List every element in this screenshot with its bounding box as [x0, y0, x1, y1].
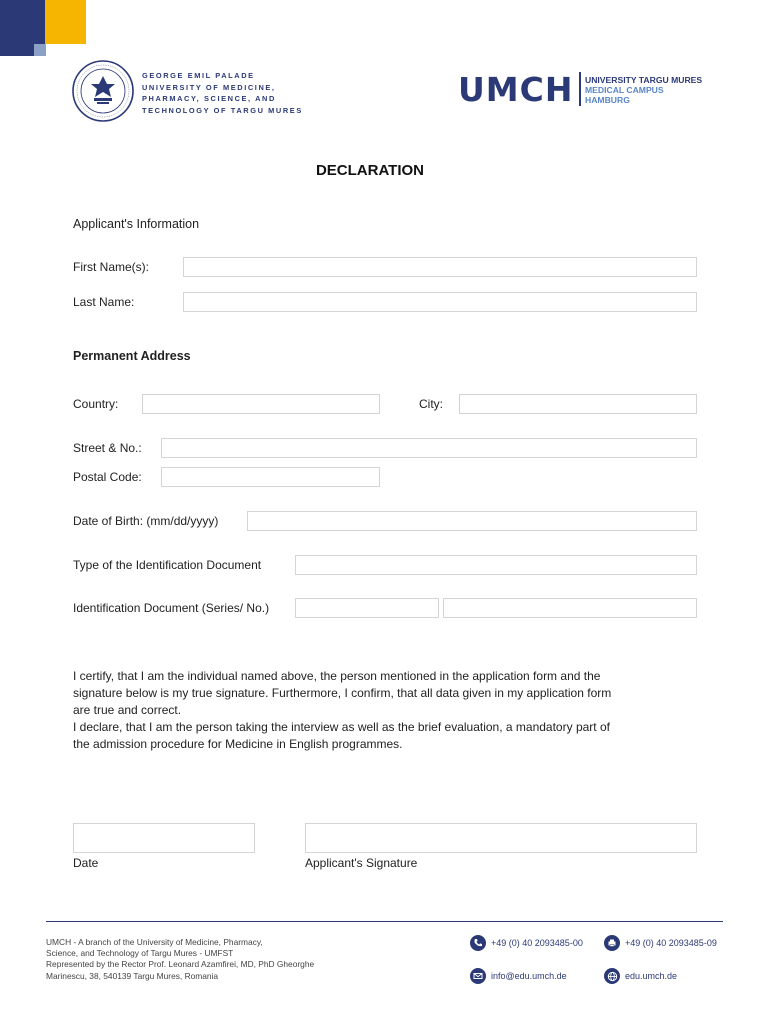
phone-icon	[470, 935, 486, 951]
umch-sub-line: HAMBURG	[585, 95, 630, 105]
signature-field[interactable]	[305, 823, 697, 853]
id-document-label: Identification Document (Series/ No.)	[73, 601, 270, 615]
declaration-text	[73, 668, 673, 753]
permanent-address-heading: Permanent Address	[73, 349, 191, 363]
footer-address	[46, 937, 346, 982]
university-name-line: TECHNOLOGY OF TARGU MURES	[142, 105, 303, 115]
page-title: DECLARATION	[315, 162, 425, 179]
website-link[interactable]: edu.umch.de	[625, 971, 678, 981]
declaration-line: I declare, that I am the person taking the interview as well as the brief evaluation, a mandatory part of	[73, 720, 610, 734]
email-link[interactable]: info@edu.umch.de	[491, 971, 567, 981]
last-name-field[interactable]	[183, 292, 697, 312]
phone-number: +49 (0) 40 2093485-00	[491, 938, 583, 948]
footer-address-line: Marinescu, 38, 540139 Targu Mures, Romania	[46, 970, 219, 981]
country-field[interactable]	[142, 394, 380, 414]
declaration-line: the admission procedure for Medicine in English programmes.	[73, 737, 403, 751]
date-field[interactable]	[73, 823, 255, 853]
umch-logo-divider	[579, 72, 581, 106]
declaration-line: signature below is my true signature. Furthermore, I confirm, that all data given in my application form	[73, 686, 612, 700]
date-label: Date	[73, 856, 99, 870]
corner-decoration-grey	[34, 44, 46, 56]
footer-address-line: Represented by the Rector Prof. Leonard Azamfirei, MD, PhD Gheorghe	[46, 959, 315, 970]
globe-icon	[604, 968, 620, 984]
umch-sub-line: UNIVERSITY TARGU MURES	[585, 75, 703, 85]
first-name-field[interactable]	[183, 257, 697, 277]
fax-icon	[604, 935, 620, 951]
corner-decoration-yellow	[45, 0, 86, 44]
declaration-line: I certify, that I am the individual named above, the person mentioned in the application form and the	[73, 669, 601, 683]
id-type-field[interactable]	[295, 555, 697, 575]
country-label: Country:	[73, 397, 119, 411]
fax-number: +49 (0) 40 2093485-09	[625, 938, 717, 948]
date-of-birth-label: Date of Birth: (mm/dd/yyyy)	[73, 514, 219, 528]
footer-address-line: UMCH - A branch of the University of Medicine, Pharmacy,	[46, 937, 263, 947]
postal-code-field[interactable]	[161, 467, 380, 487]
declaration-line: are true and correct.	[73, 703, 182, 717]
id-series-field[interactable]	[295, 598, 439, 618]
city-label: City:	[419, 397, 443, 411]
id-type-label: Type of the Identification Document	[73, 558, 262, 572]
university-name	[142, 70, 312, 116]
footer-divider	[46, 921, 723, 922]
postal-code-label: Postal Code:	[73, 470, 142, 484]
signature-label: Applicant's Signature	[305, 856, 418, 870]
university-seal-icon	[72, 60, 134, 122]
date-of-birth-field[interactable]	[247, 511, 697, 531]
city-field[interactable]	[459, 394, 697, 414]
university-name-line: GEORGE EMIL PALADE	[142, 71, 255, 80]
street-label: Street & No.:	[73, 441, 142, 455]
first-name-label: First Name(s):	[73, 260, 149, 274]
umch-sub-line: MEDICAL CAMPUS	[585, 85, 664, 95]
umch-logo: UMCH	[458, 70, 574, 109]
last-name-label: Last Name:	[73, 295, 135, 309]
university-name-line: UNIVERSITY OF MEDICINE,	[142, 82, 276, 92]
applicant-info-heading: Applicant's Information	[73, 217, 200, 231]
footer-address-line: Science, and Technology of Targu Mures - UMFST	[46, 948, 234, 959]
university-name-line: PHARMACY, SCIENCE, AND	[142, 94, 276, 103]
street-field[interactable]	[161, 438, 697, 458]
id-number-field[interactable]	[443, 598, 697, 618]
umch-logo-subtitle	[585, 75, 702, 105]
email-icon	[470, 968, 486, 984]
